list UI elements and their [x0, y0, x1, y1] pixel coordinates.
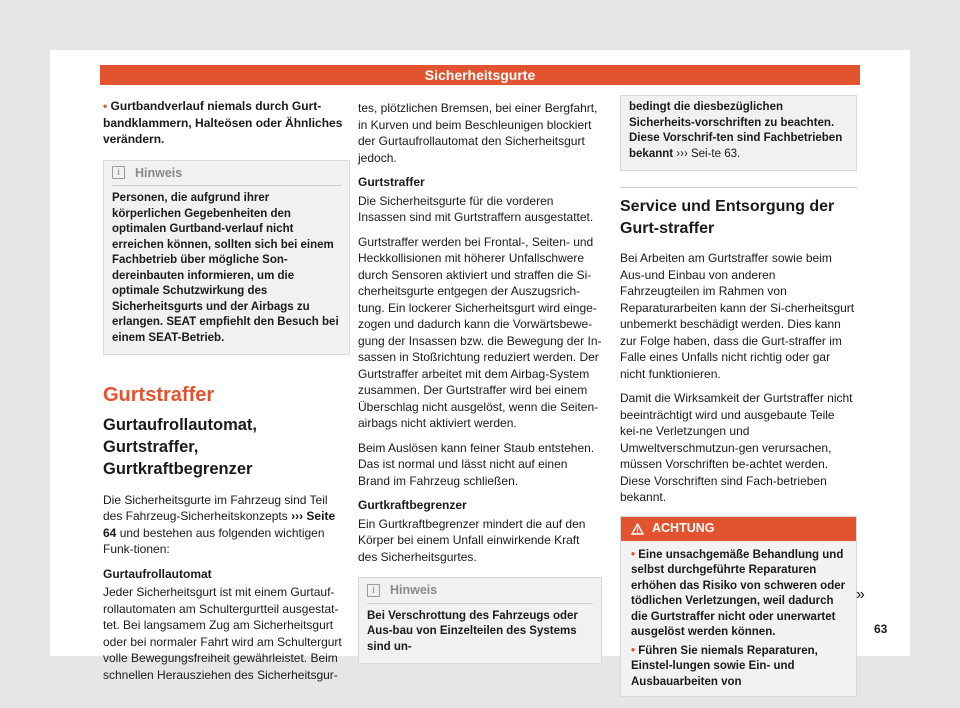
column-middle: [358, 100, 602, 664]
note-box-continued: [620, 95, 857, 171]
paragraph-continued: tes, plötzlichen Bremsen, bei einer Bergfahrt, in Kurven und beim Beschleunigen blockiert der Gurtaufrollautomat den Sicherheitsgurt jedoch.: [358, 101, 598, 165]
warning-item-1-text: Eine unsachgemäße Behandlung und selbst durchgeführte Reparaturen erhöhen das Risiko von schweren oder tödlichen Verletzungen, weil dadurch die Gurtstraffer nicht oder unerwartet ausgelöst werden können.: [631, 548, 846, 638]
chapter-header: Sicherheitsgurte: [100, 65, 860, 85]
bullet-warning: [103, 98, 350, 148]
paragraph-gurtstraffer-3: Beim Auslösen kann feiner Staub entstehen. Das ist normal und lässt nicht auf einen Brand im Fahrzeug schließen.: [358, 440, 595, 488]
intro-paragraph: [103, 492, 350, 558]
note-box-2: [358, 577, 602, 664]
section-title: Gurtstraffer: [103, 384, 215, 406]
note-body: Personen, die aufgrund ihrer körperlichen Gegebenheiten den optimalen Gurtband-verlauf nicht erreichen können, sollten sich bei einem Fachbetrieb über mögliche Son-dereinbauten informieren, um die optimale Schutzwirkung des Sicherheitsgurts und der Airbags zu erlangen. SEAT empfiehlt den Besuch bei einem SEAT-Betrieb.: [112, 192, 339, 344]
note-box: [103, 160, 350, 356]
bullet-warning-text: Gurtbandverlauf niemals durch Gurt-bandklammern, Halteösen oder Ähnliches verändern.: [103, 99, 343, 146]
warning-body: [621, 541, 856, 697]
note-title-2: Hinweis: [390, 583, 438, 597]
bullet-icon: •: [103, 99, 108, 113]
note-title: Hinweis: [135, 165, 183, 180]
info-icon: i: [367, 584, 380, 597]
info-icon: i: [112, 166, 125, 179]
intro-text: Die Sicherheitsgurte im Fahrzeug sind Teil des Fahrzeug-Sicherheitskonzepts: [103, 492, 328, 523]
warning-header: [621, 517, 856, 541]
intro-text-cont: und bestehen aus folgenden wichtigen Funk-tionen:: [103, 525, 325, 556]
warning-title: ACHTUNG: [652, 521, 715, 536]
page-reference-link-2[interactable]: ››› Sei-te 63.: [676, 147, 741, 160]
subheading-gurtstraffer: Gurtstraffer: [358, 175, 425, 189]
column-left: [103, 98, 350, 691]
service-section-title: Service und Entsorgung der Gurt-straffer: [620, 187, 857, 240]
paragraph-service-2: Damit die Wirksamkeit der Gurtstraffer nicht beeinträchtigt wird und ausgebaute Teile kei-ne Verletzungen und Umweltverschmutzun-gen verursachen, müssen Vorschriften be-achtet werden. Diese Vorschriften sind Fach-betrieben bekannt.: [620, 391, 853, 504]
paragraph-gurtaufrollautomat: Jeder Sicherheitsgurt ist mit einem Gurtauf-rollautomaten am Schultergurtteil ausgestat-tet. Bei langsamem Zug am Sicherheitsgurt oder bei normaler Fahrt wird am Schultergurt volle Bewegungsfreiheit gewährleistet. Beim schnellen Herausziehen des Sicherheitsgur-: [103, 585, 342, 682]
column-right: [620, 95, 857, 697]
subheading-gurtkraftbegrenzer: Gurtkraftbegrenzer: [358, 498, 467, 512]
manual-page: [50, 50, 910, 688]
bullet-icon: •: [631, 644, 636, 657]
note-header: [112, 165, 341, 187]
note-body-2: Bei Verschrottung des Fahrzeugs oder Aus-bau von Einzelteilen des Systems sind un-: [367, 609, 578, 653]
subsection-title: Gurtaufrollautomat, Gurtstraffer, Gurtkraftbegrenzer: [103, 415, 258, 478]
paragraph-service-1: Bei Arbeiten am Gurtstraffer sowie beim Aus-und Einbau von anderen Fahrzeugteilen im Rahmen von Reparaturarbeiten kann der Si-cherheitsgurt unbemerkt beschädigt werden. Dies kann zur Folge haben, dass die Gurt-straffer im Falle eines Unfalls nicht richtig oder gar nicht funktionieren.: [620, 251, 855, 381]
page-reference-link[interactable]: ››› Seite 64: [103, 509, 336, 540]
warning-item-2-text: Führen Sie niemals Reparaturen, Einstel-lungen sowie Ein- und Ausbauarbeiten von: [631, 644, 818, 688]
page-number: 63: [874, 622, 888, 636]
paragraph-gurtstraffer-2: Gurtstraffer werden bei Frontal-, Seiten- und Heckkollisionen mit höherer Unfallschwere durch Sensoren aktiviert und straffen die Si-cherheitsgurte entgegen der Auszugsrich-tung. Ein lockerer Sicherheitsgurt wird einge-zogen und dadurch kann die Vorwärtsbewe-gung der Insassen bzw. die Bewegung der In-sassen in Stoßrichtung reduziert werden. Der Gurtstraffer arbeitet mit dem Airbag-System zusammen. Der Gurtstraffer wird bei einem Überschlag nicht ausgelöst, wenn die Seiten-airbags nicht aktiviert werden.: [358, 234, 602, 430]
bullet-icon: •: [631, 548, 636, 561]
warning-item-1: [631, 548, 846, 641]
warning-box: [620, 516, 857, 698]
continue-arrow-icon: »: [856, 586, 865, 603]
note-cont-text: bedingt die diesbezüglichen Sicherheits-vorschriften zu beachten. Diese Vorschrif-ten sind Fachbetrieben bekannt: [629, 101, 843, 160]
warning-triangle-icon: [631, 523, 644, 535]
warning-item-2: [631, 644, 846, 691]
paragraph-gurtkraftbegrenzer: Ein Gurtkraftbegrenzer mindert die auf den Körper bei einem Unfall einwirkende Kraft des Sicherheitsgurtes.: [358, 516, 586, 564]
note-body-continued: [629, 100, 848, 162]
paragraph-gurtstraffer-1: Die Sicherheitsgurte für die vorderen Insassen sind mit Gurtstraffern ausgestattet.: [358, 193, 594, 224]
note-header-2: [367, 582, 593, 604]
subheading-gurtaufrollautomat: Gurtaufrollautomat: [103, 566, 212, 581]
